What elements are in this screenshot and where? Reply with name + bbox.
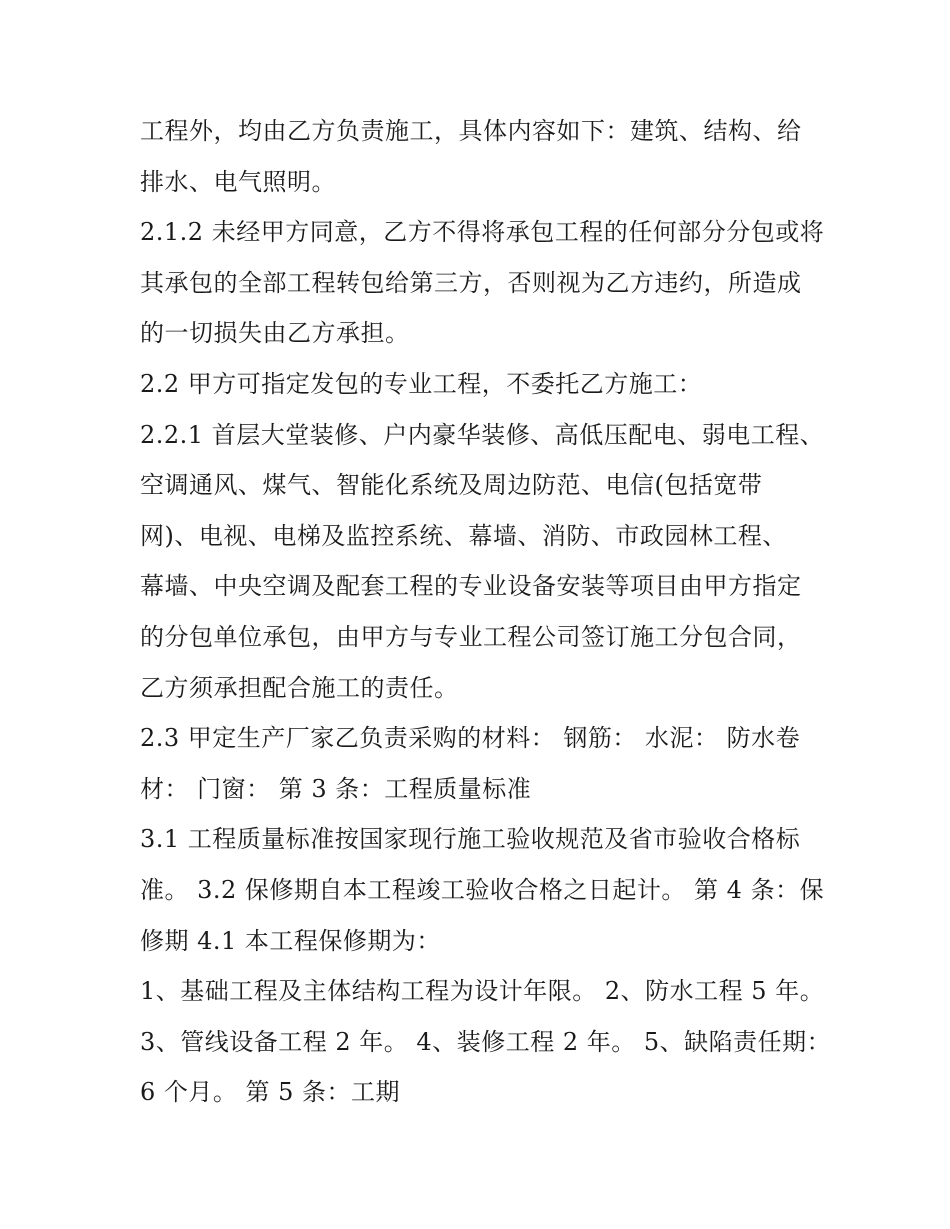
text-line: 2.1.2 未经甲方同意，乙方不得将承包工程的任何部分分包或将 [140, 218, 825, 247]
text-line: 其承包的全部工程转包给第三方，否则视为乙方违约，所造成 [140, 268, 802, 297]
text-line: 准。 3.2 保修期自本工程竣工验收合格之日起计。 第 4 条：保 [140, 875, 825, 904]
text-line: 3、管线设备工程 2 年。 4、装修工程 2 年。 5、缺陷责任期： [140, 1027, 832, 1056]
text-line: 2.2.1 首层大堂装修、户内豪华装修、高低压配电、弱电工程、 [140, 420, 825, 449]
text-line: 排水、电气照明。 [140, 167, 336, 196]
text-line: 工程外，均由乙方负责施工，具体内容如下：建筑、结构、给 [140, 117, 802, 145]
document-body [140, 106, 832, 1118]
text-line: 2.2 甲方可指定发包的专业工程，不委托乙方施工： [140, 369, 703, 398]
text-line: 材： 门窗： 第 3 条：工程质量标准 [140, 774, 532, 803]
text-line: 空调通风、煤气、智能化系统及周边防范、电信(包括宽带 [140, 471, 763, 500]
text-line: 的一切损失由乙方承担。 [140, 319, 410, 348]
text-line: 幕墙、中央空调及配套工程的专业设备安装等项目由甲方指定 [140, 572, 802, 601]
text-line: 2.3 甲定生产厂家乙负责采购的材料： 钢筋： 水泥： 防水卷 [140, 724, 801, 753]
text-line: 1、基础工程及主体结构工程为设计年限。 2、防水工程 5 年。 [140, 977, 825, 1006]
text-line: 6 个月。 第 5 条：工期 [140, 1078, 401, 1107]
text-line: 的分包单位承包，由甲方与专业工程公司签订施工分包合同， [140, 622, 802, 651]
text-line: 网)、电视、电梯及监控系统、幕墙、消防、市政园林工程、 [140, 521, 787, 550]
text-line: 3.1 工程质量标准按国家现行施工验收规范及省市验收合格标 [140, 825, 801, 854]
text-line: 修期 4.1 本工程保修期为： [140, 926, 441, 955]
text-line: 乙方须承担配合施工的责任。 [140, 673, 459, 702]
